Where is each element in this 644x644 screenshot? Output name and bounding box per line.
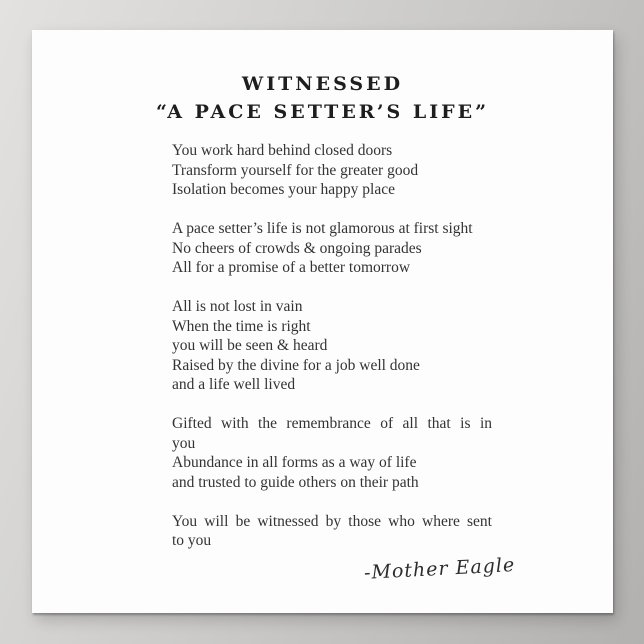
poem-title-line2: “A PACE SETTER’S LIFE” (155, 101, 490, 123)
stanza (172, 512, 492, 551)
poem-title-block (32, 70, 613, 126)
poem-line: Isolation becomes your happy place (172, 181, 395, 198)
poem-line: to you (172, 532, 212, 549)
poem (172, 141, 492, 551)
stanza (172, 297, 492, 395)
poem-line: A pace setter’s life is not glamorous at first sight (172, 220, 473, 237)
poem-title-line1: WITNESSED (241, 73, 404, 95)
poem-line: All is not lost in vain (172, 298, 303, 315)
poem-line: All for a promise of a better tomorrow (172, 259, 411, 276)
stanza (172, 141, 492, 200)
poem-line: Raised by the divine for a job well done (172, 356, 420, 374)
poem-line: and a life well lived (172, 376, 296, 393)
poem-line: You work hard behind closed doors (172, 142, 393, 159)
poem-line: Transform yourself for the greater good (172, 161, 419, 179)
stanza (172, 414, 492, 492)
poem-line: and trusted to guide others on their path (172, 473, 419, 491)
poem-line: When the time is right (172, 317, 311, 335)
poem-line: Abundance in all forms as a way of life (172, 454, 417, 471)
poem-line: No cheers of crowds & ongoing parades (172, 239, 422, 257)
poster-paper (32, 30, 613, 613)
poem-line: you (172, 434, 196, 452)
poem-line: Gifted with the remembrance of all that is in (172, 415, 492, 432)
stanza (172, 219, 492, 278)
author-signature: -Mother Eagle (363, 554, 516, 584)
poem-line: You will be witnessed by those who where sent (172, 512, 492, 530)
poem-line: you will be seen & heard (172, 337, 328, 354)
